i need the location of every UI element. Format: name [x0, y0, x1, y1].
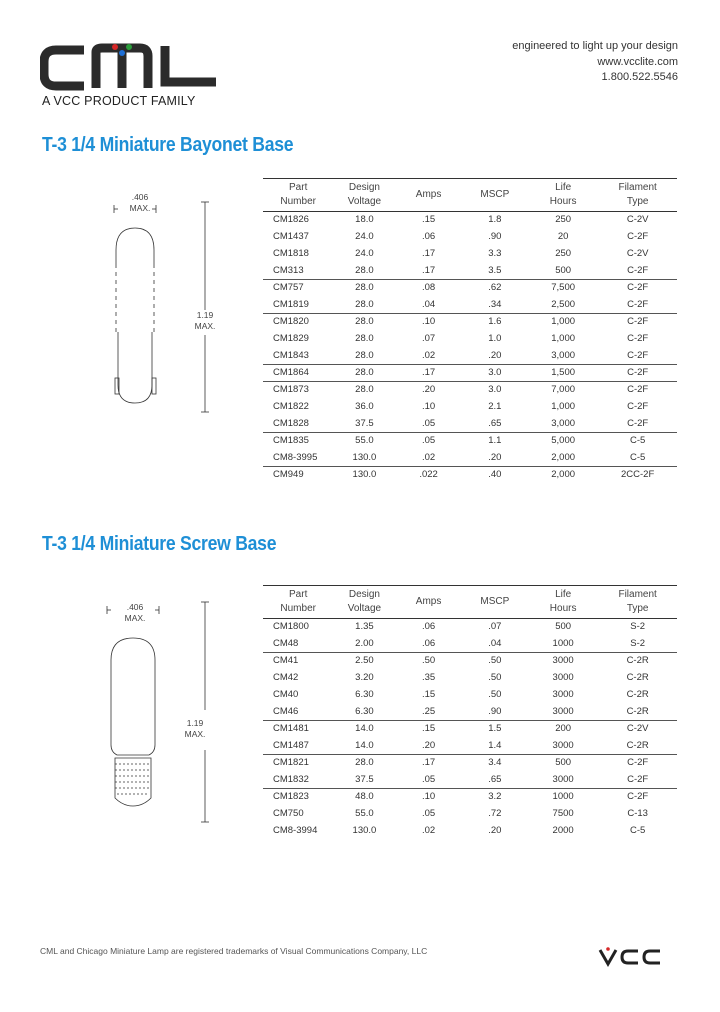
table-cell: CM1481	[273, 723, 309, 734]
table-cell: 3.2	[488, 791, 502, 802]
table-row	[263, 212, 677, 229]
table-cell: C-2F	[627, 791, 649, 802]
table-cell: C-5	[630, 435, 646, 446]
table-cell: S-2	[630, 621, 646, 632]
table-cell: .20	[395, 738, 461, 755]
table-row	[263, 263, 677, 280]
table-row	[263, 704, 677, 721]
table-cell: C-5	[598, 450, 677, 467]
table-cell: CM1829	[273, 333, 309, 344]
bayonet-lamp-diagram	[100, 200, 215, 415]
table-cell: 3.0	[488, 384, 502, 395]
table-cell: 1,500	[528, 365, 598, 382]
table-row	[263, 433, 677, 450]
table-cell: CM949	[273, 469, 304, 480]
table-cell: .10	[421, 791, 436, 802]
table-cell: C-2F	[598, 297, 677, 314]
table-cell: 28.0	[355, 282, 374, 293]
table-cell: 20	[557, 231, 569, 242]
table-cell: 3000	[552, 672, 574, 683]
table-cell: 1,000	[551, 401, 576, 412]
table-cell: CM1835	[273, 435, 309, 446]
table-cell: CM1832	[263, 772, 333, 789]
table-cell: 3.5	[462, 263, 528, 280]
column-header: Filament Type	[598, 586, 677, 619]
table-cell: C-5	[630, 825, 646, 836]
table-cell: .20	[421, 384, 436, 395]
column-header: Design Voltage	[333, 586, 395, 619]
bayonet-section-title: T-3 1/4 Miniature Bayonet Base	[42, 134, 294, 156]
table-cell: 55.0	[355, 435, 374, 446]
table-cell: .20	[488, 825, 502, 836]
table-cell: .20	[462, 450, 528, 467]
screw-width-dimension: .406 MAX.	[124, 602, 146, 623]
table-cell: 3.20	[355, 672, 374, 683]
table-cell: C-2R	[626, 672, 649, 683]
table-cell: 28.0	[355, 384, 374, 395]
table-cell: .02	[395, 348, 461, 365]
column-header: Life Hours	[528, 179, 598, 212]
table-cell: CM41	[273, 655, 299, 666]
table-cell: 6.30	[355, 689, 374, 700]
table-cell: 18.0	[355, 214, 374, 225]
table-cell: .40	[488, 469, 502, 480]
table-row	[263, 687, 677, 704]
table-cell: 2.00	[333, 636, 395, 653]
table-cell: .20	[462, 348, 528, 365]
table-row	[263, 280, 677, 297]
table-cell: 2.1	[488, 401, 502, 412]
table-cell: 130.0	[333, 450, 395, 467]
table-row	[263, 806, 677, 823]
bayonet-width-dimension: .406 MAX.	[129, 192, 151, 213]
table-cell: 1.35	[355, 621, 374, 632]
table-cell: 6.30	[333, 704, 395, 721]
table-cell: 3000	[528, 738, 598, 755]
table-cell: 24.0	[355, 248, 374, 259]
table-cell: C-2R	[626, 655, 649, 666]
table-cell: .90	[462, 704, 528, 721]
screw-section-title: T-3 1/4 Miniature Screw Base	[42, 533, 277, 555]
table-cell: CM1820	[273, 316, 309, 327]
table-cell: 7500	[552, 808, 574, 819]
table-cell: C-2F	[598, 416, 677, 433]
table-cell: 3,000	[528, 416, 598, 433]
phone-number: 1.800.522.5546	[601, 71, 678, 83]
table-cell: .65	[462, 416, 528, 433]
table-cell: CM757	[273, 282, 304, 293]
table-cell: 200	[555, 723, 572, 734]
table-cell: CM1828	[263, 416, 333, 433]
table-cell: CM1864	[263, 365, 333, 382]
table-cell: .62	[488, 282, 502, 293]
table-cell: 1.6	[488, 316, 502, 327]
table-cell: 14.0	[355, 723, 374, 734]
table-cell: .05	[395, 772, 461, 789]
table-cell: .35	[421, 672, 436, 683]
table-cell: .05	[395, 416, 461, 433]
table-cell: CM1873	[273, 384, 309, 395]
table-cell: .08	[421, 282, 436, 293]
table-cell: C-2F	[598, 365, 677, 382]
table-row	[263, 721, 677, 738]
table-cell: C-2V	[626, 723, 649, 734]
table-cell: C-2F	[627, 757, 649, 768]
table-row	[263, 246, 677, 263]
table-header-row	[263, 179, 677, 212]
table-cell: 1000	[528, 636, 598, 653]
table-cell: 130.0	[352, 469, 377, 480]
table-cell: 1.0	[488, 333, 502, 344]
table-cell: 500	[555, 757, 572, 768]
table-cell: CM1800	[273, 621, 309, 632]
table-cell: 3000	[528, 772, 598, 789]
table-cell: 3000	[528, 704, 598, 721]
table-cell: C-2F	[627, 316, 649, 327]
table-cell: .15	[421, 689, 436, 700]
table-row	[263, 416, 677, 433]
table-row	[263, 772, 677, 789]
table-cell: C-2F	[627, 282, 649, 293]
table-cell: .02	[421, 825, 436, 836]
screw-lamp-diagram	[95, 600, 215, 825]
table-cell: CM8-3994	[273, 825, 318, 836]
table-cell: CM1821	[273, 757, 309, 768]
table-cell: C-2F	[598, 348, 677, 365]
table-cell: .06	[421, 621, 436, 632]
table-cell: C-2V	[626, 248, 649, 259]
table-row	[263, 365, 677, 382]
column-header: Life Hours	[528, 586, 598, 619]
table-cell: 48.0	[355, 791, 374, 802]
table-cell: .15	[421, 214, 436, 225]
screw-spec-table	[263, 585, 677, 840]
logo-subtitle: A VCC PRODUCT FAMILY	[42, 94, 196, 108]
table-row	[263, 619, 677, 636]
table-cell: .50	[488, 655, 502, 666]
table-cell: 250	[555, 214, 572, 225]
table-cell: 24.0	[355, 231, 374, 242]
table-cell: 2000	[552, 825, 574, 836]
table-cell: .04	[395, 297, 461, 314]
table-row	[263, 314, 677, 331]
table-cell: 28.0	[333, 348, 395, 365]
table-cell: CM313	[263, 263, 333, 280]
table-cell: .17	[421, 248, 436, 259]
table-cell: 5,000	[551, 435, 576, 446]
tagline: engineered to light up your design	[512, 40, 678, 52]
table-cell: 3000	[552, 689, 574, 700]
table-cell: 500	[555, 621, 572, 632]
table-cell: 500	[528, 263, 598, 280]
table-cell: .17	[421, 757, 436, 768]
cml-logo	[40, 42, 220, 92]
table-cell: 1.5	[488, 723, 502, 734]
table-cell: 7,000	[551, 384, 576, 395]
table-cell: .07	[421, 333, 436, 344]
table-cell: C-2R	[626, 689, 649, 700]
bayonet-height-dimension: 1.19 MAX.	[194, 310, 216, 331]
column-header: Filament Type	[598, 179, 677, 212]
table-cell: CM1826	[273, 214, 309, 225]
table-cell: CM1818	[273, 248, 309, 259]
table-cell: 1000	[552, 791, 574, 802]
table-cell: 1.4	[462, 738, 528, 755]
table-cell: 250	[555, 248, 572, 259]
vcc-logo	[598, 946, 678, 968]
table-cell: CM1843	[263, 348, 333, 365]
table-cell: .34	[462, 297, 528, 314]
table-cell: CM48	[263, 636, 333, 653]
table-cell: CM750	[273, 808, 304, 819]
table-cell: C-2F	[598, 772, 677, 789]
table-cell: 3,000	[528, 348, 598, 365]
table-cell: 1.8	[488, 214, 502, 225]
website-link[interactable]: www.vcclite.com	[597, 56, 678, 68]
column-header: MSCP	[462, 179, 528, 212]
table-cell: CM1819	[263, 297, 333, 314]
table-cell: .07	[488, 621, 502, 632]
table-cell: 2,000	[551, 469, 576, 480]
table-cell: 130.0	[352, 825, 377, 836]
table-cell: C-2F	[627, 231, 649, 242]
table-cell: 3.4	[488, 757, 502, 768]
table-cell: .50	[488, 689, 502, 700]
table-cell: C-2R	[598, 738, 677, 755]
table-cell: .10	[421, 316, 436, 327]
table-row	[263, 450, 677, 467]
table-cell: .15	[421, 723, 436, 734]
table-cell: .50	[421, 655, 436, 666]
table-cell: 14.0	[333, 738, 395, 755]
table-row	[263, 789, 677, 806]
table-cell: 37.5	[333, 416, 395, 433]
table-cell: .50	[488, 672, 502, 683]
column-header: Amps	[395, 586, 461, 619]
table-cell: 55.0	[355, 808, 374, 819]
table-row	[263, 348, 677, 365]
table-row	[263, 823, 677, 840]
table-cell: .06	[421, 231, 436, 242]
column-header: Design Voltage	[333, 179, 395, 212]
table-cell: .65	[462, 772, 528, 789]
table-cell: C-2F	[627, 401, 649, 412]
table-cell: C-2R	[598, 704, 677, 721]
table-cell: 1,000	[551, 316, 576, 327]
table-cell: CM1822	[273, 401, 309, 412]
table-cell: .17	[395, 263, 461, 280]
table-cell: 7,500	[551, 282, 576, 293]
table-row	[263, 229, 677, 246]
column-header: MSCP	[462, 586, 528, 619]
table-cell: .05	[421, 435, 436, 446]
table-cell: 2,500	[528, 297, 598, 314]
table-row	[263, 636, 677, 653]
table-row	[263, 755, 677, 772]
table-cell: 37.5	[333, 772, 395, 789]
table-cell: .72	[488, 808, 502, 819]
table-cell: 28.0	[333, 297, 395, 314]
table-row	[263, 738, 677, 755]
table-cell: CM8-3995	[263, 450, 333, 467]
table-cell: C-2F	[627, 333, 649, 344]
table-cell: CM1487	[263, 738, 333, 755]
table-row	[263, 331, 677, 348]
table-cell: CM46	[263, 704, 333, 721]
table-row	[263, 399, 677, 416]
table-cell: 3000	[552, 655, 574, 666]
table-cell: .022	[419, 469, 438, 480]
table-cell: 3.0	[462, 365, 528, 382]
table-cell: .05	[421, 808, 436, 819]
table-cell: .90	[488, 231, 502, 242]
table-cell: C-2F	[598, 263, 677, 280]
table-cell: 1,000	[551, 333, 576, 344]
table-cell: .02	[395, 450, 461, 467]
table-cell: 28.0	[355, 333, 374, 344]
table-cell: 2CC-2F	[621, 469, 655, 480]
table-row	[263, 382, 677, 399]
table-cell: .25	[395, 704, 461, 721]
column-header: Amps	[395, 179, 461, 212]
table-cell: 1.1	[488, 435, 502, 446]
table-cell: .06	[395, 636, 461, 653]
table-cell: 28.0	[333, 263, 395, 280]
table-row	[263, 467, 677, 484]
bayonet-spec-table	[263, 178, 677, 484]
table-cell: .04	[462, 636, 528, 653]
column-header: Part Number	[263, 586, 333, 619]
table-cell: 28.0	[355, 316, 374, 327]
table-cell: 28.0	[355, 757, 374, 768]
table-cell: 3.3	[488, 248, 502, 259]
table-cell: CM40	[273, 689, 299, 700]
table-cell: C-2V	[626, 214, 649, 225]
table-cell: .10	[421, 401, 436, 412]
column-header: Part Number	[263, 179, 333, 212]
table-cell: 2,000	[528, 450, 598, 467]
table-row	[263, 670, 677, 687]
screw-height-dimension: 1.19 MAX.	[184, 718, 206, 739]
table-cell: CM42	[273, 672, 299, 683]
table-cell: C-2F	[627, 384, 649, 395]
table-cell: 2.50	[355, 655, 374, 666]
table-cell: S-2	[598, 636, 677, 653]
table-cell: 36.0	[355, 401, 374, 412]
trademark-notice: CML and Chicago Miniature Lamp are registered trademarks of Visual Communications Company, LLC	[40, 946, 428, 956]
table-cell: .17	[395, 365, 461, 382]
table-cell: C-13	[627, 808, 648, 819]
table-row	[263, 653, 677, 670]
table-cell: 28.0	[333, 365, 395, 382]
table-cell: CM1823	[273, 791, 309, 802]
table-cell: CM1437	[273, 231, 309, 242]
table-header-row	[263, 586, 677, 619]
table-row	[263, 297, 677, 314]
